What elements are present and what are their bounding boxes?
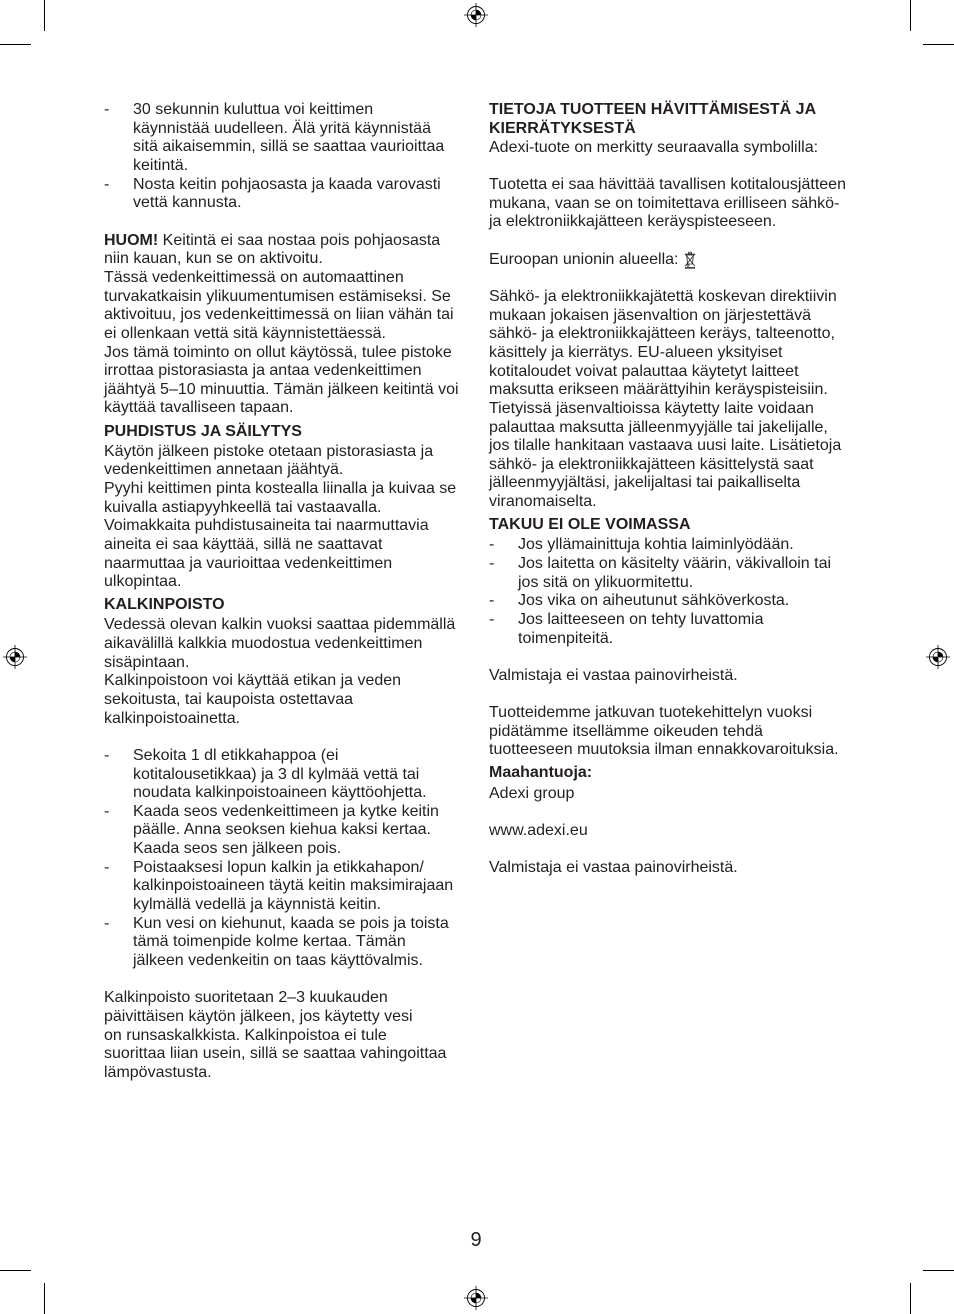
spacer	[489, 685, 861, 704]
overheat-reset-paragraph: Jos tämä toiminto on ollut käytössä, tulee pistoke irrottaa pistorasiasta ja antaa vedenkeittimen jäähtyä 5–10 minuuttia. Tämän jälkeen keitintä voi käyttää tavalliseen tapaan.	[104, 343, 459, 417]
development-notice: Tuotteidemme jatkuvan tuotekehittelyn vuoksi pidätämme itsellämme oikeuden tehdä tuotteeseen muutoksia ilman ennakkovaroituksia.	[489, 704, 839, 759]
list-item	[104, 859, 466, 915]
crop-mark-top-right-horizontal	[923, 44, 954, 45]
eu-text: Euroopan unionin alueella:	[489, 250, 679, 268]
note-paragraph	[104, 232, 466, 269]
spacer	[489, 157, 861, 176]
disposal-heading: TIETOJA TUOTTEEN HÄVITTÄMISESTÄ JA KIERRÄTYKSESTÄ	[489, 101, 817, 137]
crop-mark-bottom-right-horizontal	[923, 1270, 954, 1271]
list-item-text: Kaada seos vedenkeittimeen ja kytke keitin päälle. Anna seoksen kiehua kaksi kertaa. Kaada seos sen jälkeen pois.	[133, 802, 439, 858]
list-item	[104, 176, 466, 213]
descaling-closing-paragraph: Kalkinpoisto suoritetaan 2–3 kuukauden päivittäisen käytön jälkeen, jos käytetty vesi on runsaskalkkista. Kalkinpoistoa ei tule suorittaa liian usein, sillä se saattaa vahingoittaa lämpövastusta.	[104, 989, 447, 1081]
spacer	[489, 648, 861, 667]
crossed-out-wheelie-bin-icon	[684, 251, 696, 269]
importer-website: www.adexi.eu	[489, 821, 588, 839]
list-marker: -	[104, 175, 110, 193]
overheat-paragraph: Tässä vedenkeittimessä on automaattinen turvakatkaisin ylikuumentumisen estämiseksi. Se aktivoituu, jos vedenkeittimessä on liian vähän tai ei ollenkaan vettä sitä käynnistettäessä.	[104, 268, 454, 342]
warranty-conditions-list	[489, 536, 861, 648]
registration-mark-right-icon	[926, 645, 950, 669]
list-marker: -	[104, 101, 110, 118]
cleaning-paragraph: Voimakkaita puhdistusaineita tai naarmuttavia aineita ei saa käyttää, sillä ne saattavat naarmuttaa ja vaurioittaa vedenkeittimen ulkopintaa.	[104, 517, 429, 591]
spacer	[104, 971, 466, 990]
list-item-text: Nosta keitin pohjaosasta ja kaada varovasti vettä kannusta.	[133, 175, 441, 212]
list-item-text: Kun vesi on kiehunut, kaada se pois ja toista tämä toimenpide kolme kertaa. Tämän jälkeen vedenkeitin on taas käyttövalmis.	[133, 914, 449, 970]
list-item-text: Poistaaksesi lopun kalkin ja etikkahapon/ kalkinpoistoaineen täytä keitin maksimirajaan kylmällä vedellä ja käynnistä keitin.	[133, 858, 454, 914]
list-item	[489, 536, 861, 555]
misprint-notice: Valmistaja ei vastaa painovirheistä.	[489, 666, 738, 684]
list-marker: -	[489, 554, 495, 572]
registration-mark-left-icon	[3, 645, 27, 669]
list-marker: -	[104, 858, 110, 876]
list-marker: -	[489, 610, 495, 628]
note-label: HUOM!	[104, 231, 159, 249]
household-waste-paragraph: Tuotetta ei saa hävittää tavallisen kotitalousjätteen mukana, vaan se on toimitettava erilliseen sähkö- ja elektroniikkajätteen keräyspisteeseen.	[489, 176, 846, 231]
crop-mark-top-left-horizontal	[0, 44, 31, 45]
crop-mark-bottom-left-vertical	[44, 1283, 45, 1314]
list-item	[489, 555, 861, 592]
descaling-steps-list	[104, 747, 466, 971]
registration-mark-bottom-icon	[464, 1286, 488, 1310]
spacer	[489, 269, 861, 288]
list-marker: -	[104, 914, 110, 932]
descaling-heading: KALKINPOISTO	[104, 596, 225, 614]
closing-misprint-notice: Valmistaja ei vastaa painovirheistä.	[489, 859, 738, 877]
cleaning-heading: PUHDISTUS JA SÄILYTYS	[104, 422, 302, 440]
eu-paragraph	[489, 251, 861, 270]
left-column	[104, 101, 466, 1083]
right-column	[489, 101, 861, 878]
cleaning-paragraph: Käytön jälkeen pistoke otetaan pistorasiasta ja vedenkeittimen annetaan jäähtyä.	[104, 442, 434, 479]
list-item	[104, 747, 466, 803]
spacer	[489, 803, 861, 822]
list-item-text: Sekoita 1 dl etikkahappoa (ei kotitalousetikkaa) ja 3 dl kylmää vettä tai noudata kalkinpoistoaineen käyttöohjetta.	[133, 746, 427, 802]
list-item-text: 30 sekunnin kuluttua voi keittimen käynnistää uudelleen. Älä yritä käynnistää sitä aikaisemmin, sillä se saattaa vaurioittaa keitintä.	[133, 101, 445, 174]
list-marker: -	[489, 592, 495, 610]
descaling-paragraph: Kalkinpoistoon voi käyttää etikan ja veden sekoitusta, tai kaupoista ostettavaa kalkinpoistoainetta.	[104, 672, 402, 727]
list-item	[104, 915, 466, 971]
restart-instructions-list	[104, 101, 466, 213]
importer-name: Adexi group	[489, 784, 575, 802]
list-item	[489, 611, 861, 648]
page-number: 9	[470, 1229, 482, 1251]
descaling-paragraph: Vedessä olevan kalkin vuoksi saattaa pidemmällä aikavälillä kalkkia muodostua vedenkeittimen sisäpintaan.	[104, 616, 456, 671]
list-marker: -	[489, 536, 495, 554]
list-marker: -	[104, 802, 110, 820]
crop-mark-top-left-vertical	[44, 0, 45, 31]
list-item-text: Jos laitetta on käsitelty väärin, väkivalloin tai jos sitä on ylikuormitettu.	[518, 554, 832, 591]
spacer	[489, 232, 861, 251]
registration-mark-top-icon	[464, 3, 488, 27]
directive-paragraph: Sähkö- ja elektroniikkajätettä koskevan direktiivin mukaan jokaisen jäsenvaltion on järjestettävä sähkö- ja elektroniikkajätteen keräys, talteenotto, käsittely ja kierrätys. EU-alueen yksityiset kotitaloudet voivat palauttaa käytetyt laitteet maksutta erikseen määrättyihin keräyspisteisiin. Tietyissä jäsenvaltioissa käytetty laite voidaan palauttaa maksutta jälleenmyyjälle tai jakelijalle, jos tilalle hankitaan vastaava uusi laite. Lisätietoja sähkö- ja elektroniikkajätteen käsittelystä saat jälleenmyyjältäsi, jakelijaltasi tai paikalliselta viranomaiselta.	[489, 287, 842, 511]
crop-mark-bottom-right-vertical	[910, 1283, 911, 1314]
crop-mark-top-right-vertical	[910, 0, 911, 31]
list-item-text: Jos yllämainittuja kohtia laiminlyödään.	[518, 536, 794, 554]
list-item-text: Jos vika on aiheutunut sähköverkosta.	[518, 592, 790, 610]
warranty-heading: TAKUU EI OLE VOIMASSA	[489, 516, 691, 534]
spacer	[489, 840, 861, 859]
symbol-paragraph: Adexi-tuote on merkitty seuraavalla symbolilla:	[489, 138, 819, 156]
list-item	[489, 592, 861, 611]
spacer	[104, 728, 466, 747]
cleaning-paragraph: Pyyhi keittimen pinta kostealla liinalla ja kuivaa se kuivalla astiapyyhkeellä tai vastaavalla.	[104, 479, 457, 516]
list-item	[104, 101, 466, 176]
importer-heading: Maahantuoja:	[489, 764, 593, 782]
spacer	[104, 213, 466, 232]
note-text: Keitintä ei saa nostaa pois pohjaosasta niin kauan, kun se on aktivoitu.	[104, 231, 441, 268]
list-item	[104, 803, 466, 859]
list-marker: -	[104, 746, 110, 764]
crop-mark-bottom-left-horizontal	[0, 1270, 31, 1271]
list-item-text: Jos laitteeseen on tehty luvattomia toimenpiteitä.	[518, 610, 764, 647]
